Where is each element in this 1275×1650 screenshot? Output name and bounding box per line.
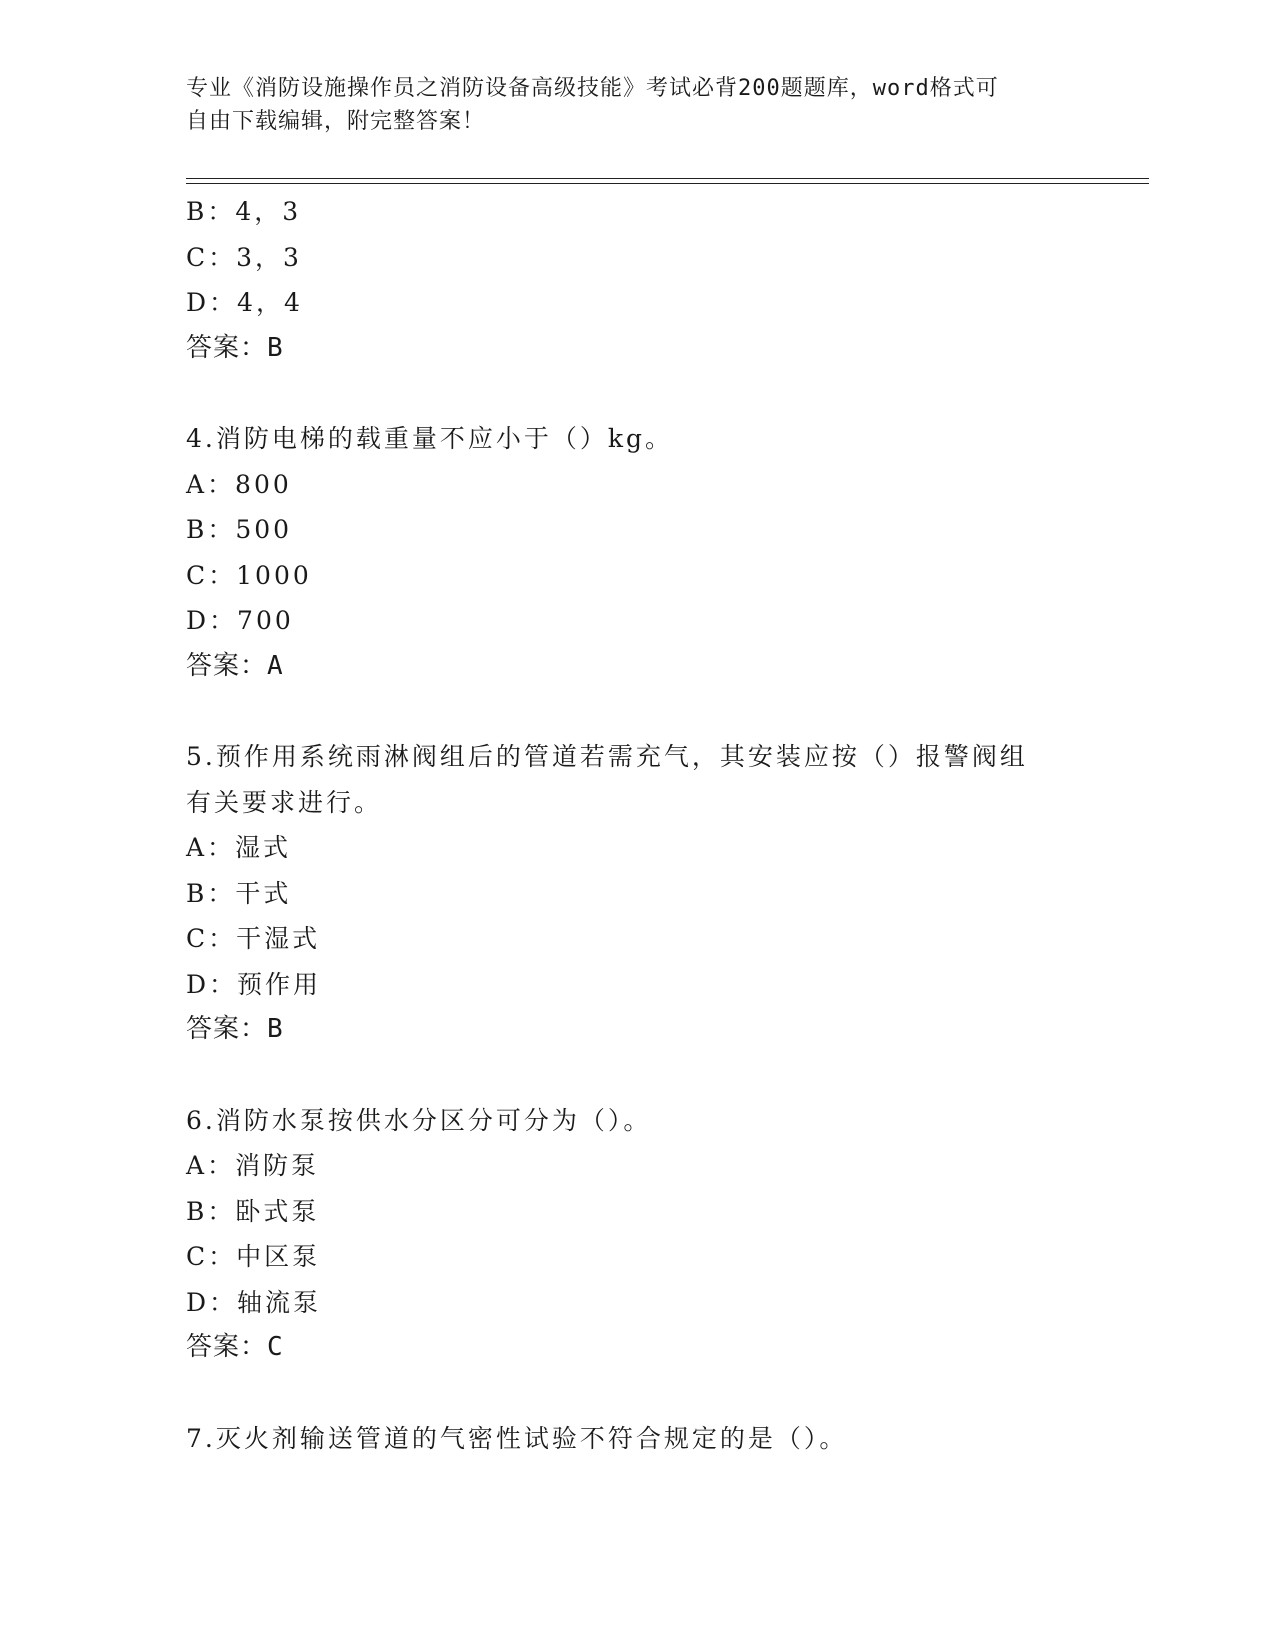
question-3-tail: [186, 189, 1086, 371]
answer: 答案：B: [186, 1014, 284, 1044]
document-header: [186, 72, 1086, 138]
header-line-2: 自由下载编辑，附完整答案！: [186, 109, 486, 134]
question-5: [186, 734, 1086, 1053]
option-c: C：干湿式: [186, 924, 321, 953]
option-b: B：卧式泵: [186, 1196, 320, 1226]
option-d: D：4，4: [186, 288, 303, 317]
answer: 答案：B: [186, 332, 284, 363]
header-rule-bottom: [186, 183, 1149, 184]
header-rule-top: [186, 178, 1149, 179]
option-b: B：4，3: [186, 197, 302, 226]
question-4: [186, 416, 1086, 689]
option-c: C：中区泵: [186, 1242, 321, 1271]
header-line-1: 专业《消防设施操作员之消防设备高级技能》考试必背200题题库，word格式可: [186, 76, 999, 101]
question-stem-line-1: 5.预作用系统雨淋阀组后的管道若需充气，其安装应按（）报警阀组: [186, 742, 1028, 771]
document-body: [186, 189, 1086, 1461]
answer: 答案：C: [186, 1332, 284, 1362]
option-a: A：消防泵: [186, 1151, 320, 1180]
option-b: B：500: [186, 515, 293, 544]
question-stem: 4.消防电梯的载重量不应小于（）kg。: [186, 424, 674, 453]
option-d: D：700: [186, 606, 294, 635]
option-d: D：预作用: [186, 969, 322, 999]
question-stem-line-2: 有关要求进行。: [186, 787, 383, 817]
option-b: B：干式: [186, 878, 292, 908]
answer: 答案：A: [186, 650, 284, 681]
option-a: A：湿式: [186, 833, 292, 862]
option-a: A：800: [186, 469, 292, 499]
question-stem: 7.灭火剂输送管道的气密性试验不符合规定的是（）。: [186, 1423, 848, 1453]
question-6: [186, 1098, 1086, 1371]
option-d: D：轴流泵: [186, 1287, 322, 1317]
question-7: [186, 1416, 1086, 1462]
question-stem: 6.消防水泵按供水分区分可分为（）。: [186, 1105, 652, 1135]
option-c: C：1000: [186, 560, 312, 590]
option-c: C：3，3: [186, 242, 302, 272]
